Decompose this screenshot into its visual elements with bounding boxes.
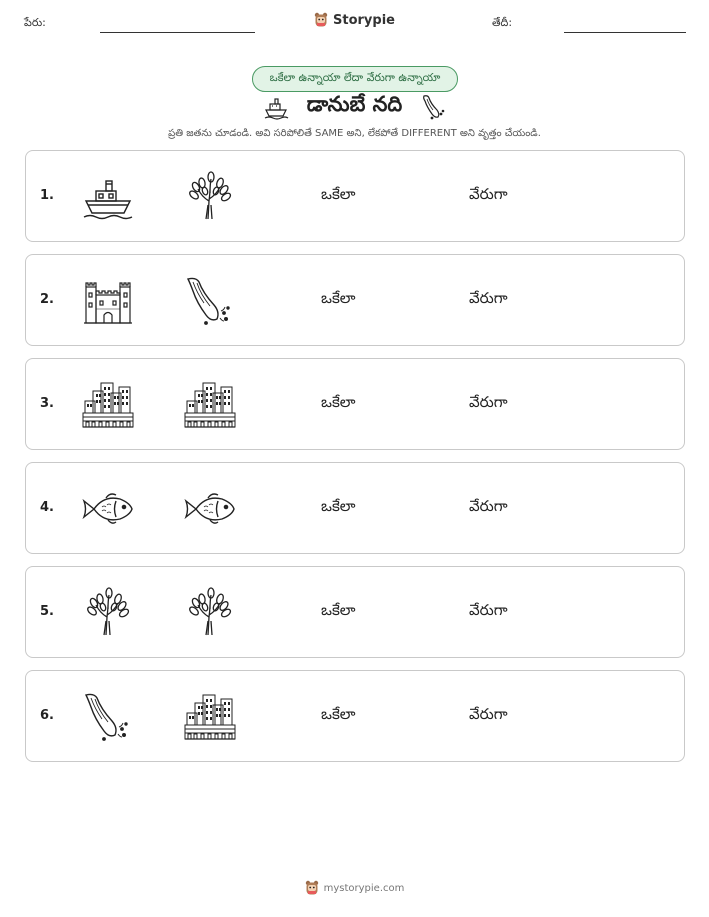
question-row [25,566,685,658]
waterfall-icon [420,94,446,120]
question-number: 1. [40,188,54,203]
question-row [25,670,685,762]
question-number: 3. [40,396,54,411]
question-number: 2. [40,292,54,307]
date-label: తేదీ: [492,16,513,29]
different-option[interactable]: వేరుగా [469,289,508,307]
same-option[interactable]: ఒకేలా [321,705,356,723]
same-option[interactable]: ఒకేలా [321,393,356,411]
storypie-mascot-icon [305,880,319,896]
city-icon [82,379,134,431]
title-row [0,92,709,122]
city-icon [184,691,236,743]
tree-icon [184,171,236,223]
fish-icon [184,483,236,535]
question-number: 6. [40,708,54,723]
question-number: 4. [40,500,54,515]
question-number: 5. [40,604,54,619]
date-line[interactable] [564,32,686,33]
question-list [25,150,685,774]
different-option[interactable]: వేరుగా [469,705,508,723]
question-row [25,254,685,346]
boat-icon [263,94,289,120]
same-option[interactable]: ఒకేలా [321,497,356,515]
different-option[interactable]: వేరుగా [469,601,508,619]
tree-icon [184,587,236,639]
instructions: ప్రతి జతను చూడండి. అవి సరిపోలితే SAME అని, లేకపోతే DIFFERENT అని వృత్తం చేయండి. [168,128,541,139]
brand-name: Storypie [333,12,395,28]
different-option[interactable]: వేరుగా [469,497,508,515]
question-row [25,462,685,554]
question-row [25,358,685,450]
name-line[interactable] [100,32,255,33]
page-title: డానుబే నది [306,92,403,116]
boat-icon [82,171,134,223]
waterfall-icon [82,691,134,743]
same-option[interactable]: ఒకేలా [321,185,356,203]
tree-icon [82,587,134,639]
brand-logo [0,12,709,28]
name-label: పేరు: [24,16,46,29]
storypie-mascot-icon [314,12,328,28]
fish-icon [82,483,134,535]
castle-icon [82,275,134,327]
city-icon [184,379,236,431]
different-option[interactable]: వేరుగా [469,393,508,411]
different-option[interactable]: వేరుగా [469,185,508,203]
footer-website[interactable]: mystorypie.com [323,882,405,894]
question-row [25,150,685,242]
footer [0,880,709,896]
same-option[interactable]: ఒకేలా [321,601,356,619]
activity-badge: ఒకేలా ఉన్నాయా లేదా వేరుగా ఉన్నాయా [252,66,458,92]
waterfall-icon [184,275,236,327]
same-option[interactable]: ఒకేలా [321,289,356,307]
